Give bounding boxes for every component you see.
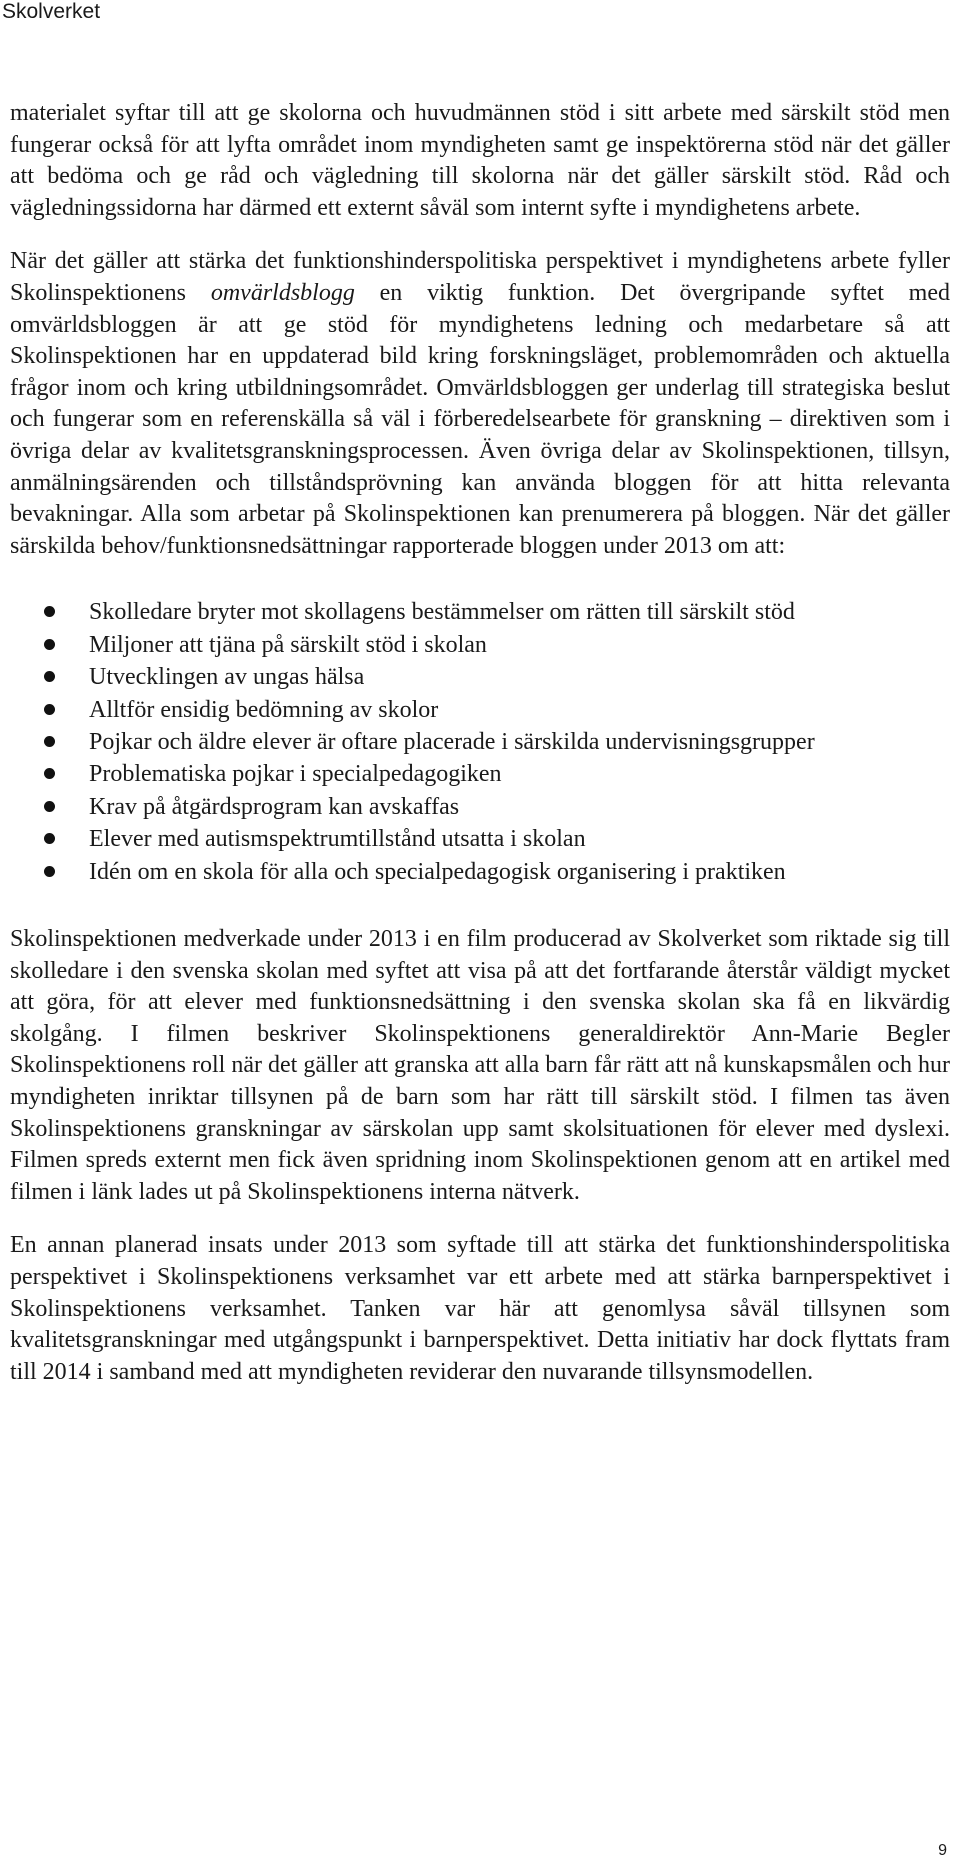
paragraph-2 xyxy=(10,246,950,562)
bullet-icon xyxy=(44,671,55,682)
list-item: Alltför ensidig bedömning av skolor xyxy=(10,694,950,726)
bullet-icon xyxy=(44,736,55,747)
list-item: Miljoner att tjäna på särskilt stöd i skolan xyxy=(10,629,950,661)
blog-name-italic: omvärldsblogg xyxy=(210,279,355,306)
paragraph-2-text-end: en viktig funktion. Det övergripande syftet med omvärldsbloggen är att ge stöd för myndighetens ledning och medarbetare så att Skolinspektionen har en uppdaterad bild kring forskningsläget, problemområden och aktuella frågor inom och kring utbildningsområdet. Omvärldsbloggen ger underlag till strategiska beslut och fungerar som en referenskälla så väl i förberedelsearbete för granskning – direktiven som i övriga delar av kvalitetsgranskningsprocessen. Även övriga delar av Skolinspektionen, tillsyn, anmälningsärenden och tillståndsprövning kan använda bloggen för att hitta relevanta bevakningar. Alla som arbetar på Skolinspektionen kan prenumerera på bloggen. När det gäller särskilda behov/funktionsnedsättningar rapporterade bloggen under 2013 om att: xyxy=(10,279,950,559)
paragraph-3: Skolinspektionen medverkade under 2013 i en film producerad av Skolverket som riktade sig till skolledare i den svenska skolan med syftet att visa på att det fortfarande återstår väldigt mycket att göra, för att elever med funktionsnedsättning i den svenska skolan ska få en likvärdig skolgång. I filmen beskriver Skolinspektionens generaldirektör Ann-Marie Begler Skolinspektionens roll när det gäller att granska att alla barn får rätt att nå kunskapsmålen och hur myndigheten inriktar tillsynen på de barn som har rätt till särskilt stöd. I filmen tas även Skolinspektionens granskningar av särskolan upp samt skolsituationen för elever med dyslexi. Filmen spreds externt men fick även spridning inom Skolinspektionen genom att en artikel med filmen i länk lades ut på Skolinspektionens interna nätverk. xyxy=(10,925,950,1205)
bullet-icon xyxy=(44,639,55,650)
list-item: Idén om en skola för alla och specialpedagogisk organisering i praktiken xyxy=(10,856,950,888)
bullet-icon xyxy=(44,833,55,844)
paragraph-2-text-start: När det gäller att stärka det funktionshinderspolitiska perspektivet i myndighetens arbete fyller Skolinspektionens xyxy=(10,248,950,306)
blog-topics-list xyxy=(10,596,950,888)
list-item: Pojkar och äldre elever är oftare placerade i särskilda undervisningsgrupper xyxy=(10,726,950,758)
list-item: Elever med autismspektrumtillstånd utsatta i skolan xyxy=(10,823,950,855)
page-header-title: Skolverket xyxy=(2,0,101,23)
paragraph-4: En annan planerad insats under 2013 som syftade till att stärka det funktionshinderspolitiska perspektivet i Skolinspektionens verksamhet var ett arbete med att stärka barnperspektivet i Skolinspektionens verksamhet. Tanken var här att genomlysa såväl tillsynen som kvalitetsgranskningar med utgångspunkt i barnperspektivet. Detta initiativ har dock flyttats fram till 2014 i samband med att myndigheten reviderar den nuvarande tillsynsmodellen. xyxy=(10,1232,950,1385)
document-body xyxy=(10,98,950,1388)
bullet-icon xyxy=(44,866,55,877)
page-number: 9 xyxy=(938,1842,947,1859)
list-item: Problematiska pojkar i specialpedagogiken xyxy=(10,758,950,790)
bullet-icon xyxy=(44,606,55,617)
bullet-icon xyxy=(44,768,55,779)
bullet-icon xyxy=(44,801,55,812)
paragraph-1: materialet syftar till att ge skolorna och huvudmännen stöd i sitt arbete med särskilt stöd men fungerar också för att lyfta området inom myndigheten samt ge inspektörerna stöd när det gäller att bedöma och ge råd och vägledning till skolorna när det gäller särskilt stöd. Råd och vägledningssidorna har därmed ett externt såväl som internt syfte i myndighetens arbete. xyxy=(10,100,950,221)
list-item: Utvecklingen av ungas hälsa xyxy=(10,661,950,693)
list-item: Krav på åtgärdsprogram kan avskaffas xyxy=(10,791,950,823)
list-item: Skolledare bryter mot skollagens bestämmelser om rätten till särskilt stöd xyxy=(10,596,950,628)
bullet-icon xyxy=(44,704,55,715)
